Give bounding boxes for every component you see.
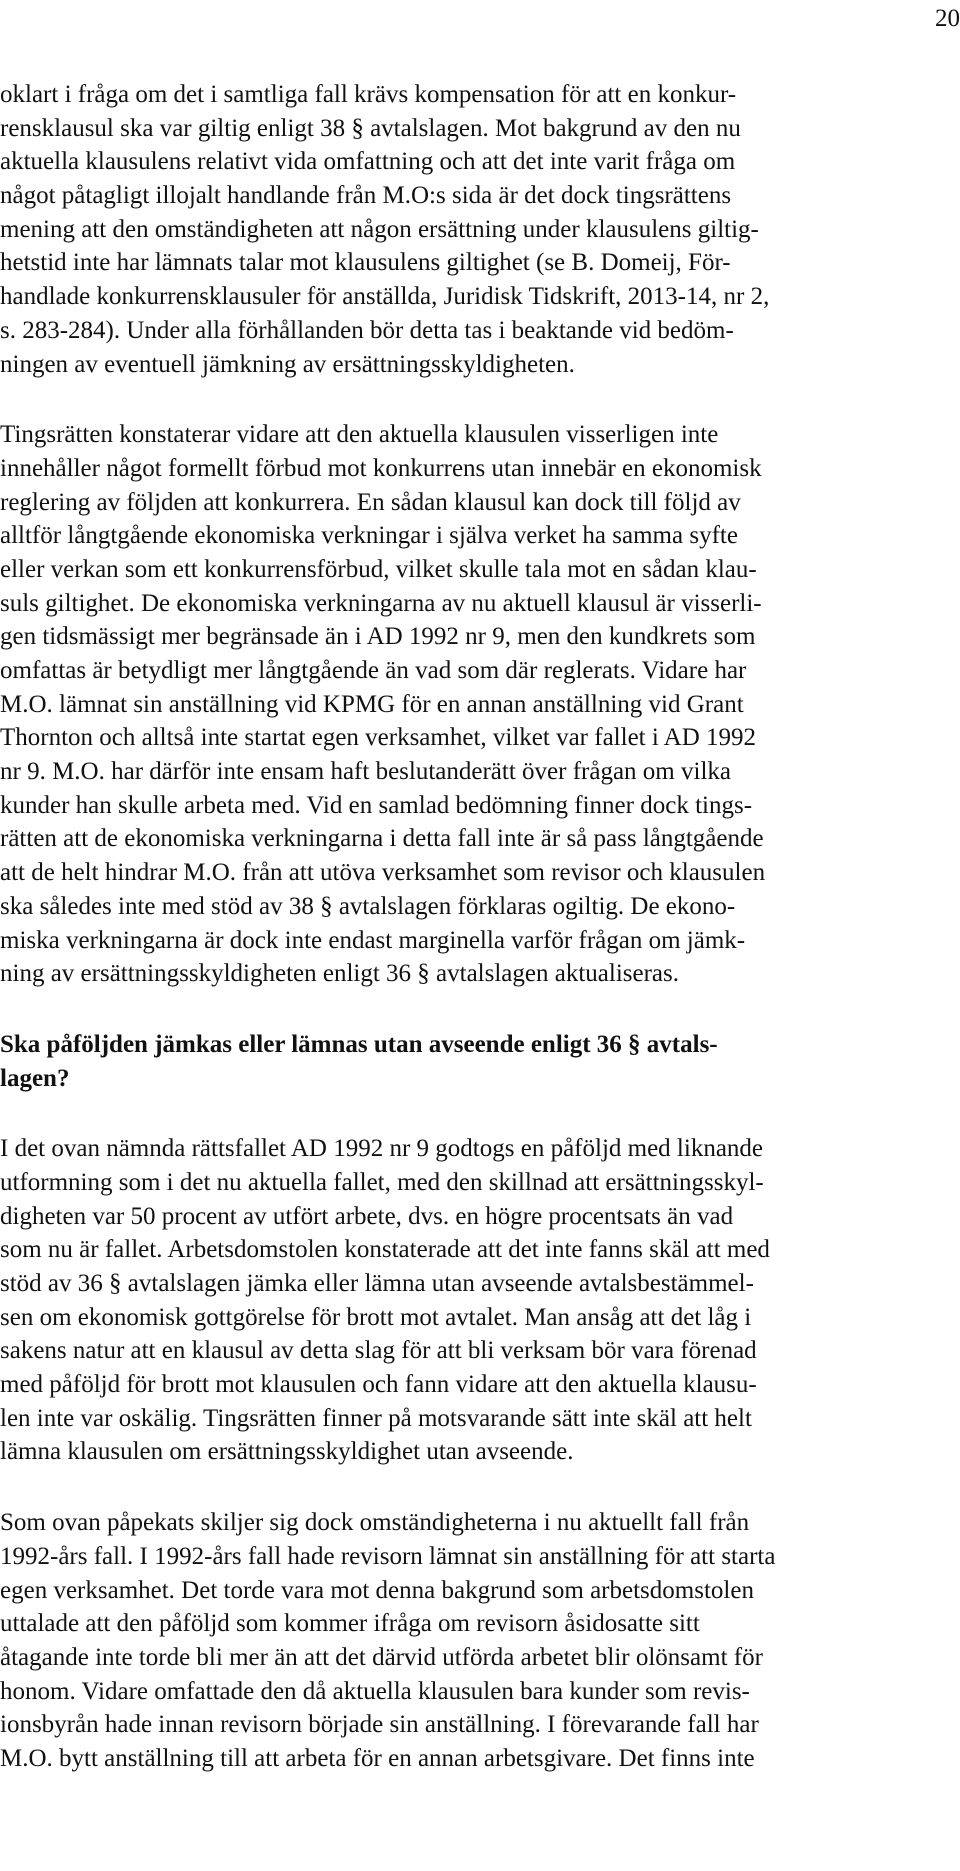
text-line: rätten att de ekonomiska verkningarna i detta fall inte är så pass långtgående: [0, 825, 764, 853]
text-line: oklart i fråga om det i samtliga fall krävs kompensation för att en konkur-: [0, 81, 737, 108]
text-line: något påtagligt illojalt handlande från M.O:s sida är det dock tingsrättens: [0, 182, 732, 210]
text-line: ska således inte med stöd av 38 § avtalslagen förklaras ogiltig. De ekono-: [0, 892, 736, 920]
paragraph: [0, 418, 930, 991]
text-line: stöd av 36 § avtalslagen jämka eller lämna utan avseende avtalsbestämmel-: [0, 1270, 754, 1297]
text-line: reglering av följden att konkurrera. En sådan klausul kan dock till följd av: [0, 488, 741, 516]
text-line: ionsbyrån hade innan revisorn började sin anställning. I förevarande fall har: [0, 1711, 759, 1739]
text-line: Tingsrätten konstaterar vidare att den aktuella klausulen visserligen inte: [0, 421, 719, 449]
text-line: Som ovan påpekats skiljer sig dock omständigheterna i nu aktuellt fall från: [0, 1509, 750, 1537]
text-line: egen verksamhet. Det torde vara mot denna bakgrund som arbetsdomstolen: [0, 1576, 754, 1604]
text-line: åtagande inte torde bli mer än att det därvid utförda arbetet blir olönsamt för: [0, 1643, 763, 1671]
text-line: lagen?: [0, 1064, 70, 1092]
text-line: I det ovan nämnda rättsfallet AD 1992 nr 9 godtogs en påföljd med liknande: [0, 1135, 764, 1163]
paragraph: [0, 1506, 930, 1776]
text-line: M.O. lämnat sin anställning vid KPMG för en annan anställning vid Grant: [0, 690, 744, 718]
text-line: lämna klausulen om ersättningsskyldighet utan avseende.: [0, 1438, 574, 1466]
text-line: sakens natur att en klausul av detta slag för att bli verksam bör vara förenad: [0, 1337, 757, 1365]
text-line: gen tidsmässigt mer begränsade än i AD 1992 nr 9, men den kundkrets som: [0, 623, 756, 651]
text-line: utformning som i det nu aktuella fallet, med den skillnad att ersättningsskyl-: [0, 1168, 764, 1196]
text-line: kunder han skulle arbeta med. Vid en samlad bedömning finner dock tings-: [0, 791, 753, 819]
text-line: omfattas är betydligt mer långtgående än vad som där reglerats. Vidare har: [0, 657, 747, 684]
text-line: alltför långtgående ekonomiska verkningar i själva verket ha samma syfte: [0, 522, 738, 550]
text-line: Thornton och alltså inte startat egen verksamhet, vilket var fallet i AD 1992: [0, 724, 757, 752]
text-line: innehåller något formellt förbud mot konkurrens utan innebär en ekonomisk: [0, 454, 762, 482]
text-line: rensklausul ska var giltig enligt 38 § avtalslagen. Mot bakgrund av den nu: [0, 114, 741, 142]
section-heading: [0, 1028, 930, 1095]
text-line: Ska påföljden jämkas eller lämnas utan avseende enligt 36 § avtals-: [0, 1030, 718, 1058]
text-line: M.O. bytt anställning till att arbeta för en annan arbetsgivare. Det finns inte: [0, 1744, 755, 1772]
text-line: mening att den omständigheten att någon ersättning under klausulens giltig-: [0, 215, 759, 243]
text-line: att de helt hindrar M.O. från att utöva verksamhet som revisor och klausulen: [0, 859, 766, 887]
text-line: suls giltighet. De ekonomiska verkningarna av nu aktuell klausul är visserli-: [0, 589, 762, 617]
text-line: 1992-års fall. I 1992-års fall hade revisorn lämnat sin anställning för att starta: [0, 1542, 776, 1570]
text-line: ningen av eventuell jämkning av ersättningsskyldigheten.: [0, 350, 575, 378]
text-line: hetstid inte har lämnats talar mot klausulens giltighet (se B. Domeij, För-: [0, 249, 731, 277]
text-line: ning av ersättningsskyldigheten enligt 36 § avtalslagen aktualiseras.: [0, 960, 680, 988]
document-body: [0, 78, 930, 1813]
text-line: honom. Vidare omfattade den då aktuella klausulen bara kunder som revis-: [0, 1677, 750, 1705]
text-line: handlade konkurrensklausuler för anställda, Juridisk Tidskrift, 2013-14, nr 2,: [0, 283, 770, 311]
text-line: som nu är fallet. Arbetsdomstolen konstaterade att det inte fanns skäl att med: [0, 1236, 770, 1264]
text-line: med påföljd för brott mot klausulen och fann vidare att den aktuella klausu-: [0, 1371, 757, 1399]
text-line: nr 9. M.O. har därför inte ensam haft beslutanderätt över frågan om vilka: [0, 758, 731, 786]
text-line: aktuella klausulens relativt vida omfattning och att det inte varit fråga om: [0, 148, 736, 176]
text-line: eller verkan som ett konkurrensförbud, vilket skulle tala mot en sådan klau-: [0, 555, 757, 583]
text-line: uttalade att den påföljd som kommer ifråga om revisorn åsidosatte sitt: [0, 1610, 700, 1638]
text-line: sen om ekonomisk gottgörelse för brott mot avtalet. Man ansåg att det låg i: [0, 1303, 752, 1331]
text-line: miska verkningarna är dock inte endast marginella varför frågan om jämk-: [0, 926, 746, 954]
text-line: digheten var 50 procent av utfört arbete, dvs. en högre procentsats än vad: [0, 1202, 734, 1230]
text-line: s. 283-284). Under alla förhållanden bör detta tas i beaktande vid bedöm-: [0, 316, 734, 344]
page-number: 20: [935, 5, 960, 32]
paragraph: [0, 1132, 930, 1469]
paragraph: [0, 78, 930, 381]
text-line: len inte var oskälig. Tingsrätten finner på motsvarande sätt inte skäl att helt: [0, 1404, 752, 1432]
